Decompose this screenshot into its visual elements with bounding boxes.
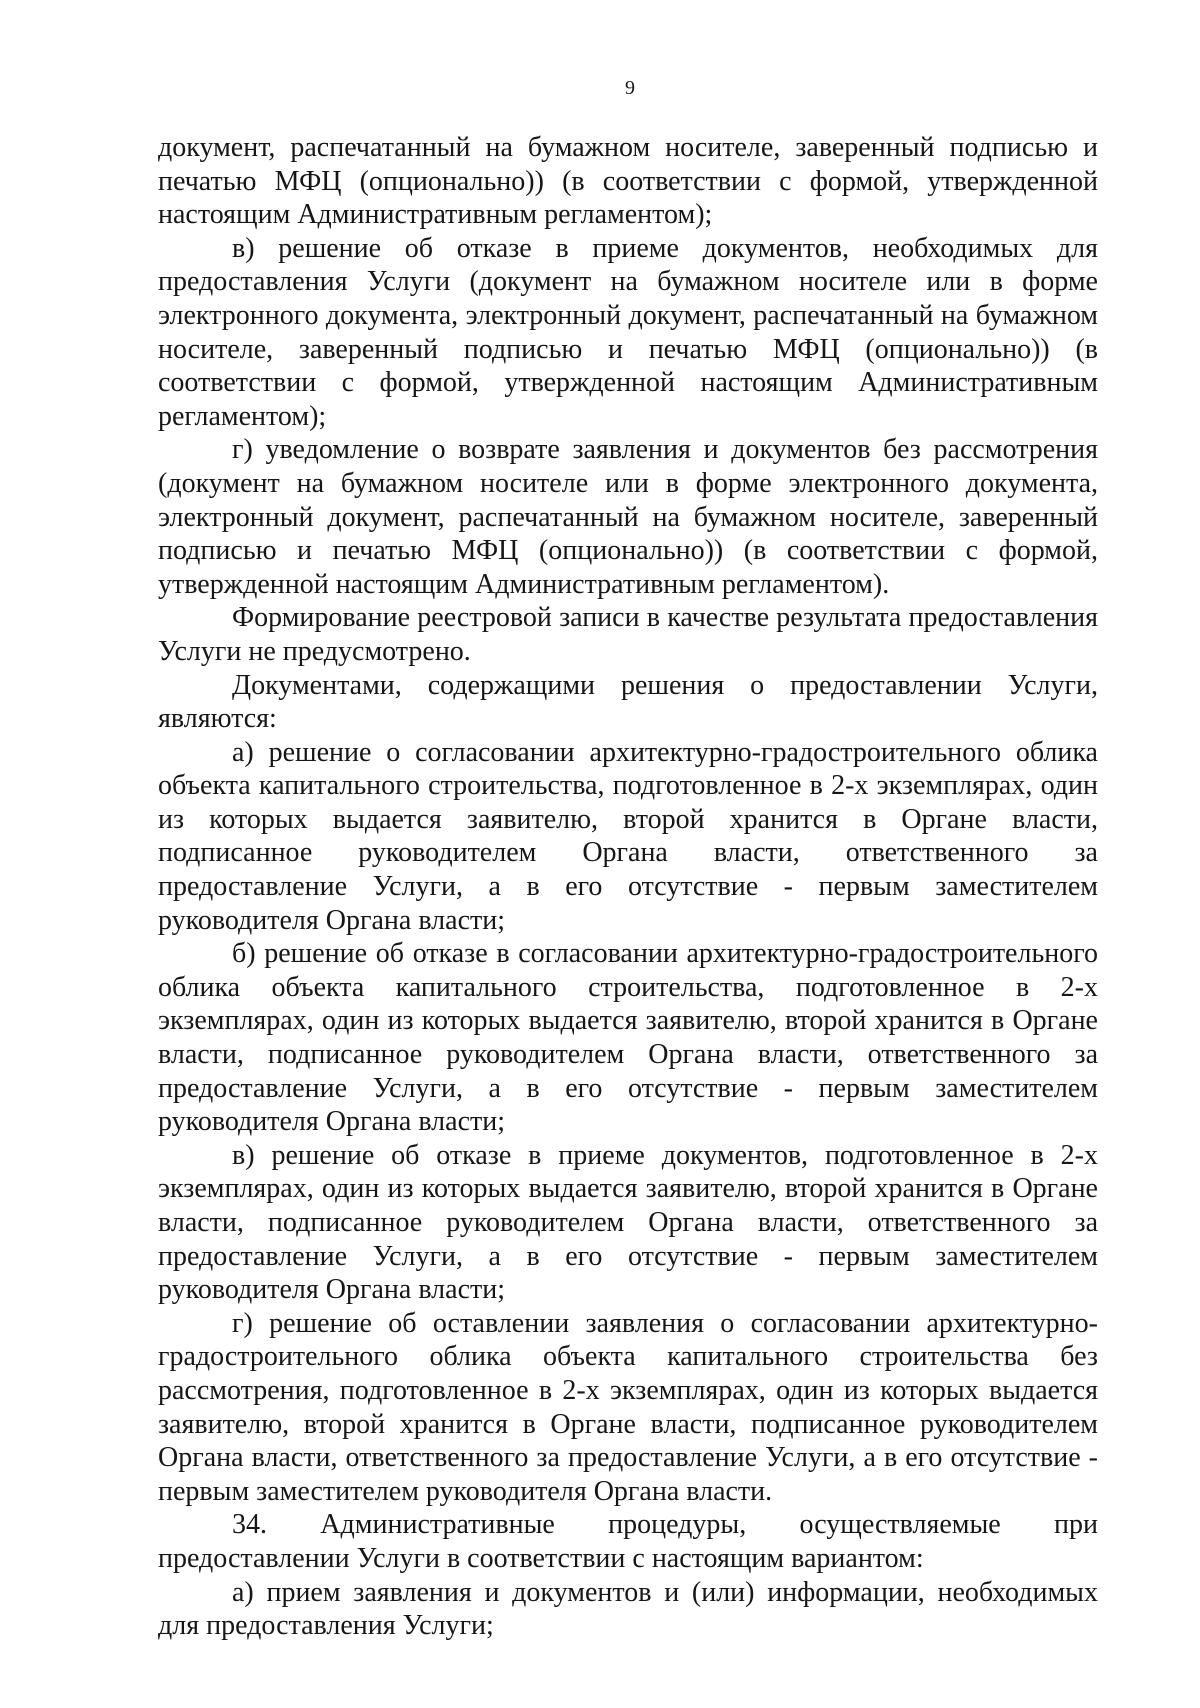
paragraph-procedure-a-intake: а) прием заявления и документов и (или) информации, необходимых для предоставления Услуги; xyxy=(158,1576,1098,1642)
page-number: 9 xyxy=(625,77,635,99)
paragraph-item-g-return-notice: г) уведомление о возврате заявления и документов без рассмотрения (документ на бумажном носителе или в форме электронного документа, электронный документ, распечатанный на бумажном носителе, заверенный подписью и печатью МФЦ (опционально)) (в соответствии с формой, утвержденной настоящим Административным регламентом). xyxy=(158,434,1098,600)
paragraph-decision-v-refusal-to-accept: в) решение об отказе в приеме документов, подготовленное в 2-х экземплярах, один из которых выдается заявителю, второй хранится в Органе власти, подписанное руководителем Органа власти, ответственного за предоставление Услуги, а в его отсутствие - первым заместителем руководителя Органа власти; xyxy=(158,1139,1098,1306)
paragraph-item-v-refusal-to-accept: в) решение об отказе в приеме документов, необходимых для предоставления Услуги (документ на бумажном носителе или в форме электронного документа, электронный документ, распечатанный на бумажном носителе, заверенный подписью и печатью МФЦ (опционально)) (в соответствии с формой, утвержденной настоящим Административным регламентом); xyxy=(158,232,1098,432)
paragraph-decision-b-refusal: б) решение об отказе в согласовании архитектурно-градостроительного облика объекта капитального строительства, подготовленное в 2-х экземплярах, один из которых выдается заявителю, второй хранится в Органе власти, подписанное руководителем Органа власти, ответственного за предоставление Услуги, а в его отсутствие - первым заместителем руководителя Органа власти; xyxy=(158,938,1098,1138)
document-body xyxy=(158,131,1098,1643)
paragraph-section-34-procedures: 34. Административные процедуры, осуществляемые при предоставлении Услуги в соответствии с настоящим вариантом: xyxy=(158,1509,1098,1574)
paragraph-continuation: документ, распечатанный на бумажном носителе, заверенный подписью и печатью МФЦ (опционально)) (в соответствии с формой, утвержденной настоящим Административным регламентом); xyxy=(158,132,1098,231)
paragraph-decision-documents-intro: Документами, содержащими решения о предоставлении Услуги, являются: xyxy=(158,669,1098,735)
paragraph-decision-g-without-consideration: г) решение об оставлении заявления о согласовании архитектурно-градостроительного облика объекта капитального строительства без рассмотрения, подготовленное в 2-х экземплярах, один из которых выдается заявителю, второй хранится в Органе власти, подписанное руководителем Органа власти, ответственного за предоставление Услуги, а в его отсутствие - первым заместителем руководителя Органа власти. xyxy=(158,1307,1098,1507)
paragraph-decision-a-approval: а) решение о согласовании архитектурно-градостроительного облика объекта капитального строительства, подготовленное в 2-х экземплярах, один из которых выдается заявителю, второй хранится в Органе власти, подписанное руководителем Органа власти, ответственного за предоставление Услуги, а в его отсутствие - первым заместителем руководителя Органа власти; xyxy=(158,736,1098,936)
paragraph-registry-record: Формирование реестровой записи в качестве результата предоставления Услуги не предусмотрено. xyxy=(158,602,1098,667)
